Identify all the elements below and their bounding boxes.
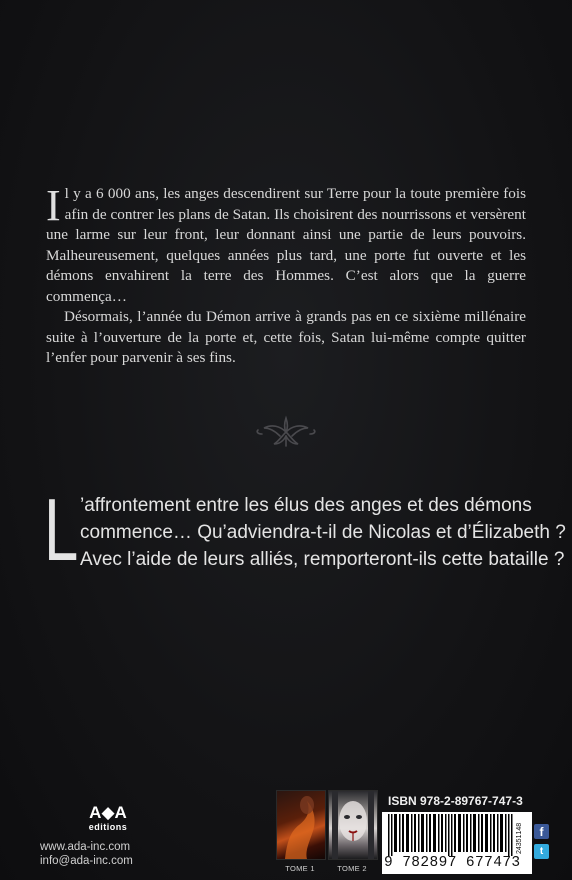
publisher-logo [82, 804, 134, 834]
series-tomes [276, 790, 380, 880]
ornament-divider-icon [254, 412, 318, 452]
isbn-label: ISBN 978-2-89767-747-3 [388, 794, 523, 808]
tagline-big-letter: L [44, 480, 79, 579]
twitter-icon[interactable]: t [534, 844, 549, 859]
logo-main-text: A◆A [89, 803, 127, 822]
tagline-text [80, 492, 566, 573]
blurb [46, 181, 526, 369]
contact [40, 840, 133, 868]
barcode [382, 812, 532, 874]
social-links [534, 824, 550, 864]
barcode-number: 9 782897 677473 [384, 855, 521, 871]
isbn-block [382, 794, 552, 880]
blurb-paragraph-1 [46, 181, 526, 307]
tagline [44, 480, 566, 582]
tome-1-label: TOME 1 [285, 864, 315, 873]
tagline-line-2: commence… Qu’adviendra-t-il de Nicolas et d’Élizabeth ? [80, 522, 566, 543]
tagline-line-3: Avec l’aide de leurs alliés, remporteront-ils cette bataille ? [80, 549, 565, 570]
email-link[interactable]: info@ada-inc.com [40, 855, 133, 867]
tome-1-cover-thumbnail [276, 790, 326, 860]
side-code-1: 24351 [516, 834, 523, 854]
tome-2-cover-thumbnail [328, 790, 378, 860]
drop-cap: I [46, 181, 61, 230]
logo-sub-text: editions [88, 822, 128, 832]
blurb-paragraph-1-text: l y a 6 000 ans, les anges descendirent sur Terre pour la toute première fois afin de contrer les plans de Satan. Ils choisirent des nourrissons et versèrent une larme sur leur front, leur donnant ainsi une partie de leurs pouvoirs. Malheureusement, quelques années plus tard, une porte fut ouverte et les démons envahirent la terre des Hommes. C’est alors que la guerre commença… [46, 185, 526, 305]
website-link[interactable]: www.ada-inc.com [40, 841, 131, 853]
tome-1-figure-icon [277, 791, 325, 859]
side-code-2: 148 [516, 822, 523, 835]
tome-2-label: TOME 2 [337, 864, 367, 873]
barcode-bars [388, 814, 514, 856]
facebook-icon[interactable]: f [534, 824, 549, 839]
tagline-line-1: ’affrontement entre les élus des anges et des démons [80, 495, 532, 516]
blurb-paragraph-2: Désormais, l’année du Démon arrive à grands pas en ce sixième millénaire suite à l’ouverture de la porte et, cette fois, Satan lui-même compte quitter l’enfer pour parvenir à ses fins. [46, 308, 526, 366]
barcode-side-code [516, 818, 530, 858]
tome-2-face-icon [329, 791, 377, 859]
